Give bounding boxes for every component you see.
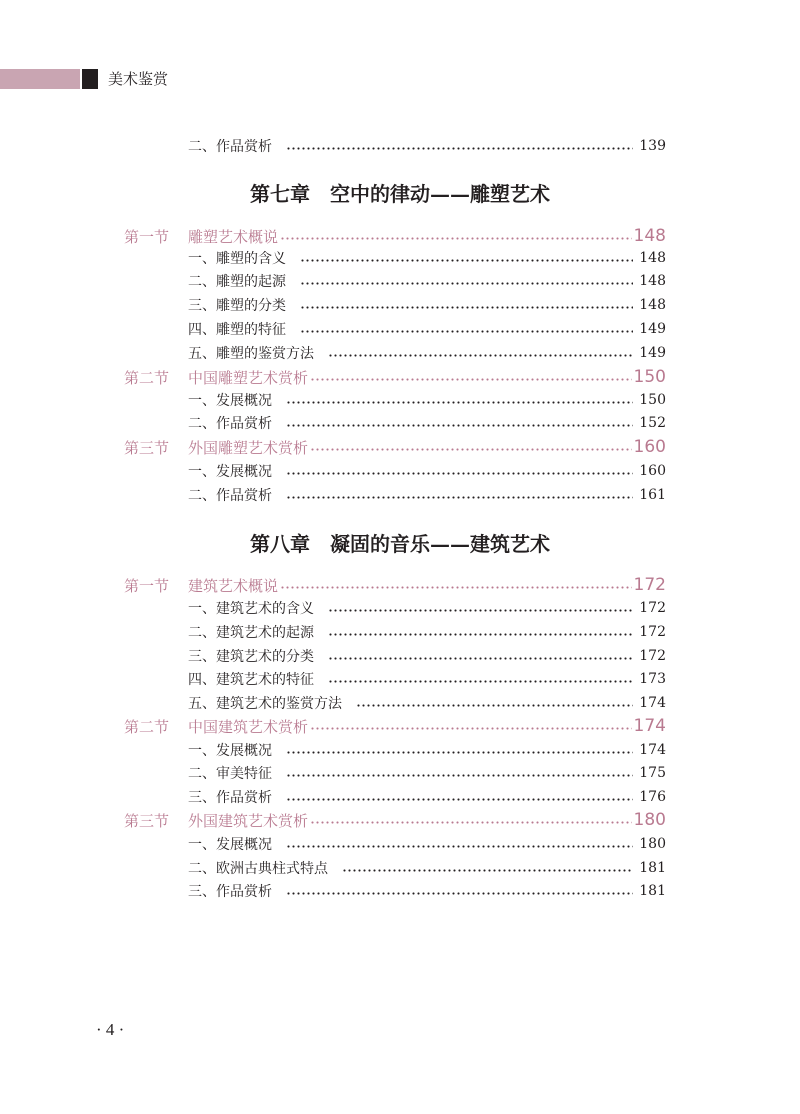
dot-leader xyxy=(286,424,633,427)
toc-item-label: 一、雕塑的含义 xyxy=(188,251,286,267)
section-page: 174 xyxy=(633,716,666,736)
toc-item-page: 161 xyxy=(639,487,666,503)
toc-item-page: 150 xyxy=(639,392,666,408)
toc-item-page: 139 xyxy=(639,138,666,154)
toc-item-page: 172 xyxy=(639,624,666,640)
section-page: 160 xyxy=(633,437,666,457)
dot-leader xyxy=(286,845,633,848)
toc-item[interactable] xyxy=(188,342,666,364)
toc-item-page: 180 xyxy=(639,836,666,852)
dot-leader xyxy=(286,147,633,150)
toc-item-label: 五、雕塑的鉴赏方法 xyxy=(188,346,314,362)
toc-item-label: 五、建筑艺术的鉴赏方法 xyxy=(188,696,342,712)
section-number: 第三节 xyxy=(124,438,170,457)
section-title: 外国雕塑艺术赏析 xyxy=(188,438,309,457)
dot-leader xyxy=(310,821,632,824)
dot-leader xyxy=(286,496,633,499)
dot-leader xyxy=(328,354,633,357)
toc-item[interactable] xyxy=(188,270,666,292)
dot-leader xyxy=(286,774,633,777)
toc-item-label: 二、雕塑的起源 xyxy=(188,274,286,290)
toc-item[interactable] xyxy=(188,389,666,411)
section-title: 雕塑艺术概说 xyxy=(188,227,279,246)
page-number: · 4 · xyxy=(96,1020,125,1039)
toc-item-label: 一、发展概况 xyxy=(188,393,272,409)
toc-item[interactable] xyxy=(188,739,666,761)
toc-item[interactable] xyxy=(188,833,666,855)
toc-item-page: 149 xyxy=(639,321,666,337)
section-page: 150 xyxy=(633,367,666,387)
dot-leader xyxy=(328,609,633,612)
section-page: 180 xyxy=(633,810,666,830)
dot-leader xyxy=(310,378,632,381)
toc-item[interactable] xyxy=(188,762,666,784)
section-page: 172 xyxy=(633,575,666,595)
toc-item-page: 149 xyxy=(639,345,666,361)
dot-leader xyxy=(286,751,633,754)
dot-leader xyxy=(280,586,632,589)
toc-item[interactable] xyxy=(188,692,666,714)
section-page: 148 xyxy=(633,226,666,246)
toc-item-page: 181 xyxy=(639,860,666,876)
section-number: 第三节 xyxy=(124,811,170,830)
toc-item-page: 175 xyxy=(639,765,666,781)
toc-item[interactable] xyxy=(188,484,666,506)
dot-leader xyxy=(328,680,633,683)
section-number: 第二节 xyxy=(124,368,170,387)
toc-section[interactable] xyxy=(124,366,666,388)
section-number: 第一节 xyxy=(124,576,170,595)
toc-item-label: 一、发展概况 xyxy=(188,837,272,853)
dot-leader xyxy=(300,330,633,333)
toc-item-page: 148 xyxy=(639,250,666,266)
dot-leader xyxy=(328,657,633,660)
toc-item-page: 160 xyxy=(639,463,666,479)
toc-section[interactable] xyxy=(124,715,666,737)
header-color-bar xyxy=(0,69,80,89)
toc-item[interactable] xyxy=(188,786,666,808)
section-title: 中国建筑艺术赏析 xyxy=(188,717,309,736)
toc-item-label: 二、审美特征 xyxy=(188,766,272,782)
dot-leader xyxy=(310,727,632,730)
toc-item[interactable] xyxy=(188,857,666,879)
toc-item-page: 174 xyxy=(639,695,666,711)
toc-item-page: 152 xyxy=(639,415,666,431)
toc-section[interactable] xyxy=(124,225,666,247)
toc-item-page: 176 xyxy=(639,789,666,805)
toc-item[interactable] xyxy=(188,645,666,667)
toc-item-top[interactable] xyxy=(188,135,666,157)
dot-leader xyxy=(342,869,633,872)
toc-item-label: 二、建筑艺术的起源 xyxy=(188,625,314,641)
dot-leader xyxy=(300,259,633,262)
header-black-block xyxy=(82,69,98,89)
toc-item-label: 三、作品赏析 xyxy=(188,790,272,806)
dot-leader xyxy=(286,401,633,404)
toc-item[interactable] xyxy=(188,460,666,482)
running-header-title: 美术鉴赏 xyxy=(108,70,169,88)
dot-leader xyxy=(300,282,633,285)
toc-section[interactable] xyxy=(124,809,666,831)
toc-item-page: 148 xyxy=(639,297,666,313)
dot-leader xyxy=(286,892,633,895)
toc-item-label: 二、欧洲古典柱式特点 xyxy=(188,861,328,877)
toc-item-page: 172 xyxy=(639,648,666,664)
toc-item-label: 二、作品赏析 xyxy=(188,416,272,432)
toc-item[interactable] xyxy=(188,597,666,619)
dot-leader xyxy=(310,448,632,451)
section-number: 第二节 xyxy=(124,717,170,736)
dot-leader xyxy=(328,633,633,636)
chapter-heading: 第七章 空中的律动——雕塑艺术 xyxy=(250,182,550,206)
section-title: 中国雕塑艺术赏析 xyxy=(188,368,309,387)
toc-item-label: 一、发展概况 xyxy=(188,464,272,480)
toc-item-label: 一、发展概况 xyxy=(188,743,272,759)
toc-item[interactable] xyxy=(188,294,666,316)
toc-item[interactable] xyxy=(188,412,666,434)
toc-section[interactable] xyxy=(124,574,666,596)
toc-item-label: 三、雕塑的分类 xyxy=(188,298,286,314)
dot-leader xyxy=(286,798,633,801)
toc-item-label: 三、建筑艺术的分类 xyxy=(188,649,314,665)
dot-leader xyxy=(300,306,633,309)
toc-item-label: 四、雕塑的特征 xyxy=(188,322,286,338)
toc-item[interactable] xyxy=(188,318,666,340)
toc-item-label: 四、建筑艺术的特征 xyxy=(188,672,314,688)
chapter-heading: 第八章 凝固的音乐——建筑艺术 xyxy=(250,532,550,556)
toc-item[interactable] xyxy=(188,247,666,269)
dot-leader xyxy=(356,704,633,707)
toc-item-page: 174 xyxy=(639,742,666,758)
toc-item-page: 173 xyxy=(639,671,666,687)
toc-item-page: 181 xyxy=(639,883,666,899)
toc-item-page: 172 xyxy=(639,600,666,616)
section-number: 第一节 xyxy=(124,227,170,246)
toc-item-label: 三、作品赏析 xyxy=(188,884,272,900)
toc-item[interactable] xyxy=(188,668,666,690)
toc-item[interactable] xyxy=(188,880,666,902)
section-title: 外国建筑艺术赏析 xyxy=(188,811,309,830)
toc-section[interactable] xyxy=(124,436,666,458)
dot-leader xyxy=(280,237,632,240)
toc-item[interactable] xyxy=(188,621,666,643)
section-title: 建筑艺术概说 xyxy=(188,576,279,595)
dot-leader xyxy=(286,472,633,475)
toc-item-label: 二、作品赏析 xyxy=(188,488,272,504)
toc-item-page: 148 xyxy=(639,273,666,289)
toc-item-label: 二、作品赏析 xyxy=(188,139,272,155)
toc-item-label: 一、建筑艺术的含义 xyxy=(188,601,314,617)
